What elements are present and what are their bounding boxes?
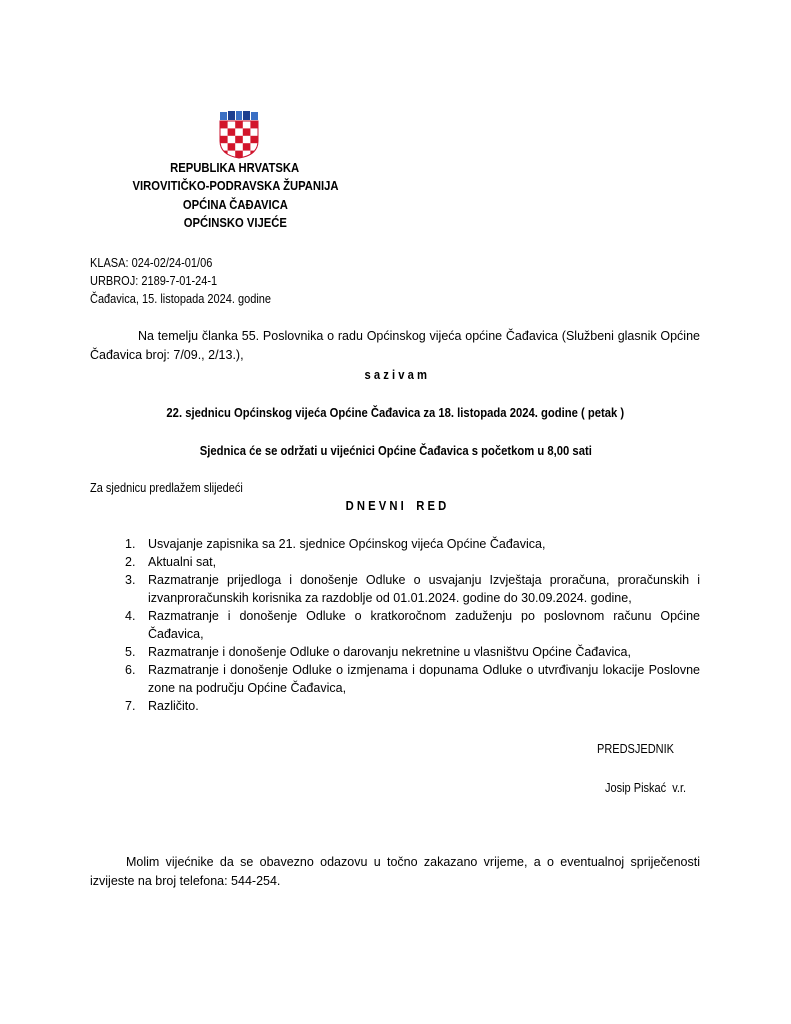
agenda-item: 1. Usvajanje zapisnika sa 21. sjednice Općinskog vijeća Općine Čađavica, (125, 537, 546, 551)
sazivam: s a z i v a m (364, 368, 427, 382)
document-date: Čađavica, 15. listopada 2024. godine (90, 292, 272, 306)
session-title: 22. sjednicu Općinskog vijeća Općine Čađavica za 18. listopada 2024. godine ( petak ) (166, 406, 625, 420)
session-place: Sjednica će se održati u vijećnici Općine Čađavica s početkom u 8,00 sati (199, 444, 592, 458)
agenda-item: 2. Aktualni sat, (125, 555, 217, 569)
proposal-text: Za sjednicu predlažem slijedeći (90, 481, 243, 495)
agenda-item: 7. Različito. (125, 699, 199, 713)
agenda-item: 4. Razmatranje i donošenje Odluke o kratkoročnom zaduženju po poslovnom računu Općine Čađavica, (125, 609, 700, 641)
intro-paragraph: Na temelju članka 55. Poslovnika o radu Općinskog vijeća općine Čađavica (Službeni glasnik Općine Čađavica broj: 7/09., 2/13.), (90, 329, 700, 362)
header-municipality: OPĆINA ČAĐAVICA (182, 198, 288, 212)
signature-name: Josip Piskać v.r. (605, 781, 687, 795)
agenda-item: 6. Razmatranje i donošenje Odluke o izmjenama i dopunama Odluke o utvrđivanju lokacije Poslovne zone na području Općine Čađavica, (125, 663, 700, 695)
header-council: OPĆINSKO VIJEĆE (183, 216, 287, 230)
closing-paragraph: Molim vijećnike da se obavezno odazovu u točno zakazano vrijeme, a o eventualnoj spriječenosti izvijeste na broj telefona: 544-254. (90, 855, 700, 888)
agenda-item: 5. Razmatranje i donošenje Odluke o darovanju nekretnine u vlasništvu Općine Čađavica, (125, 645, 631, 659)
urbroj: URBROJ: 2189-7-01-24-1 (90, 274, 218, 288)
header-county: VIROVITIČKO-PODRAVSKA ŽUPANIJA (131, 179, 339, 193)
signature-role: PREDSJEDNIK (597, 742, 675, 756)
klasa: KLASA: 024-02/24-01/06 (90, 256, 213, 270)
agenda-list (110, 535, 700, 715)
coat-of-arms-icon (218, 111, 260, 159)
header-country: REPUBLIKA HRVATSKA (170, 161, 300, 175)
agenda-title: D N E V N I R E D (345, 499, 446, 513)
agenda-item: 3. Razmatranje prijedloga i donošenje Odluke o usvajanju Izvještaja proračuna, proračunskih i izvanproračunskih korisnika za razdoblje od 01.01.2024. godine do 30.09.2024. godine, (125, 573, 700, 605)
